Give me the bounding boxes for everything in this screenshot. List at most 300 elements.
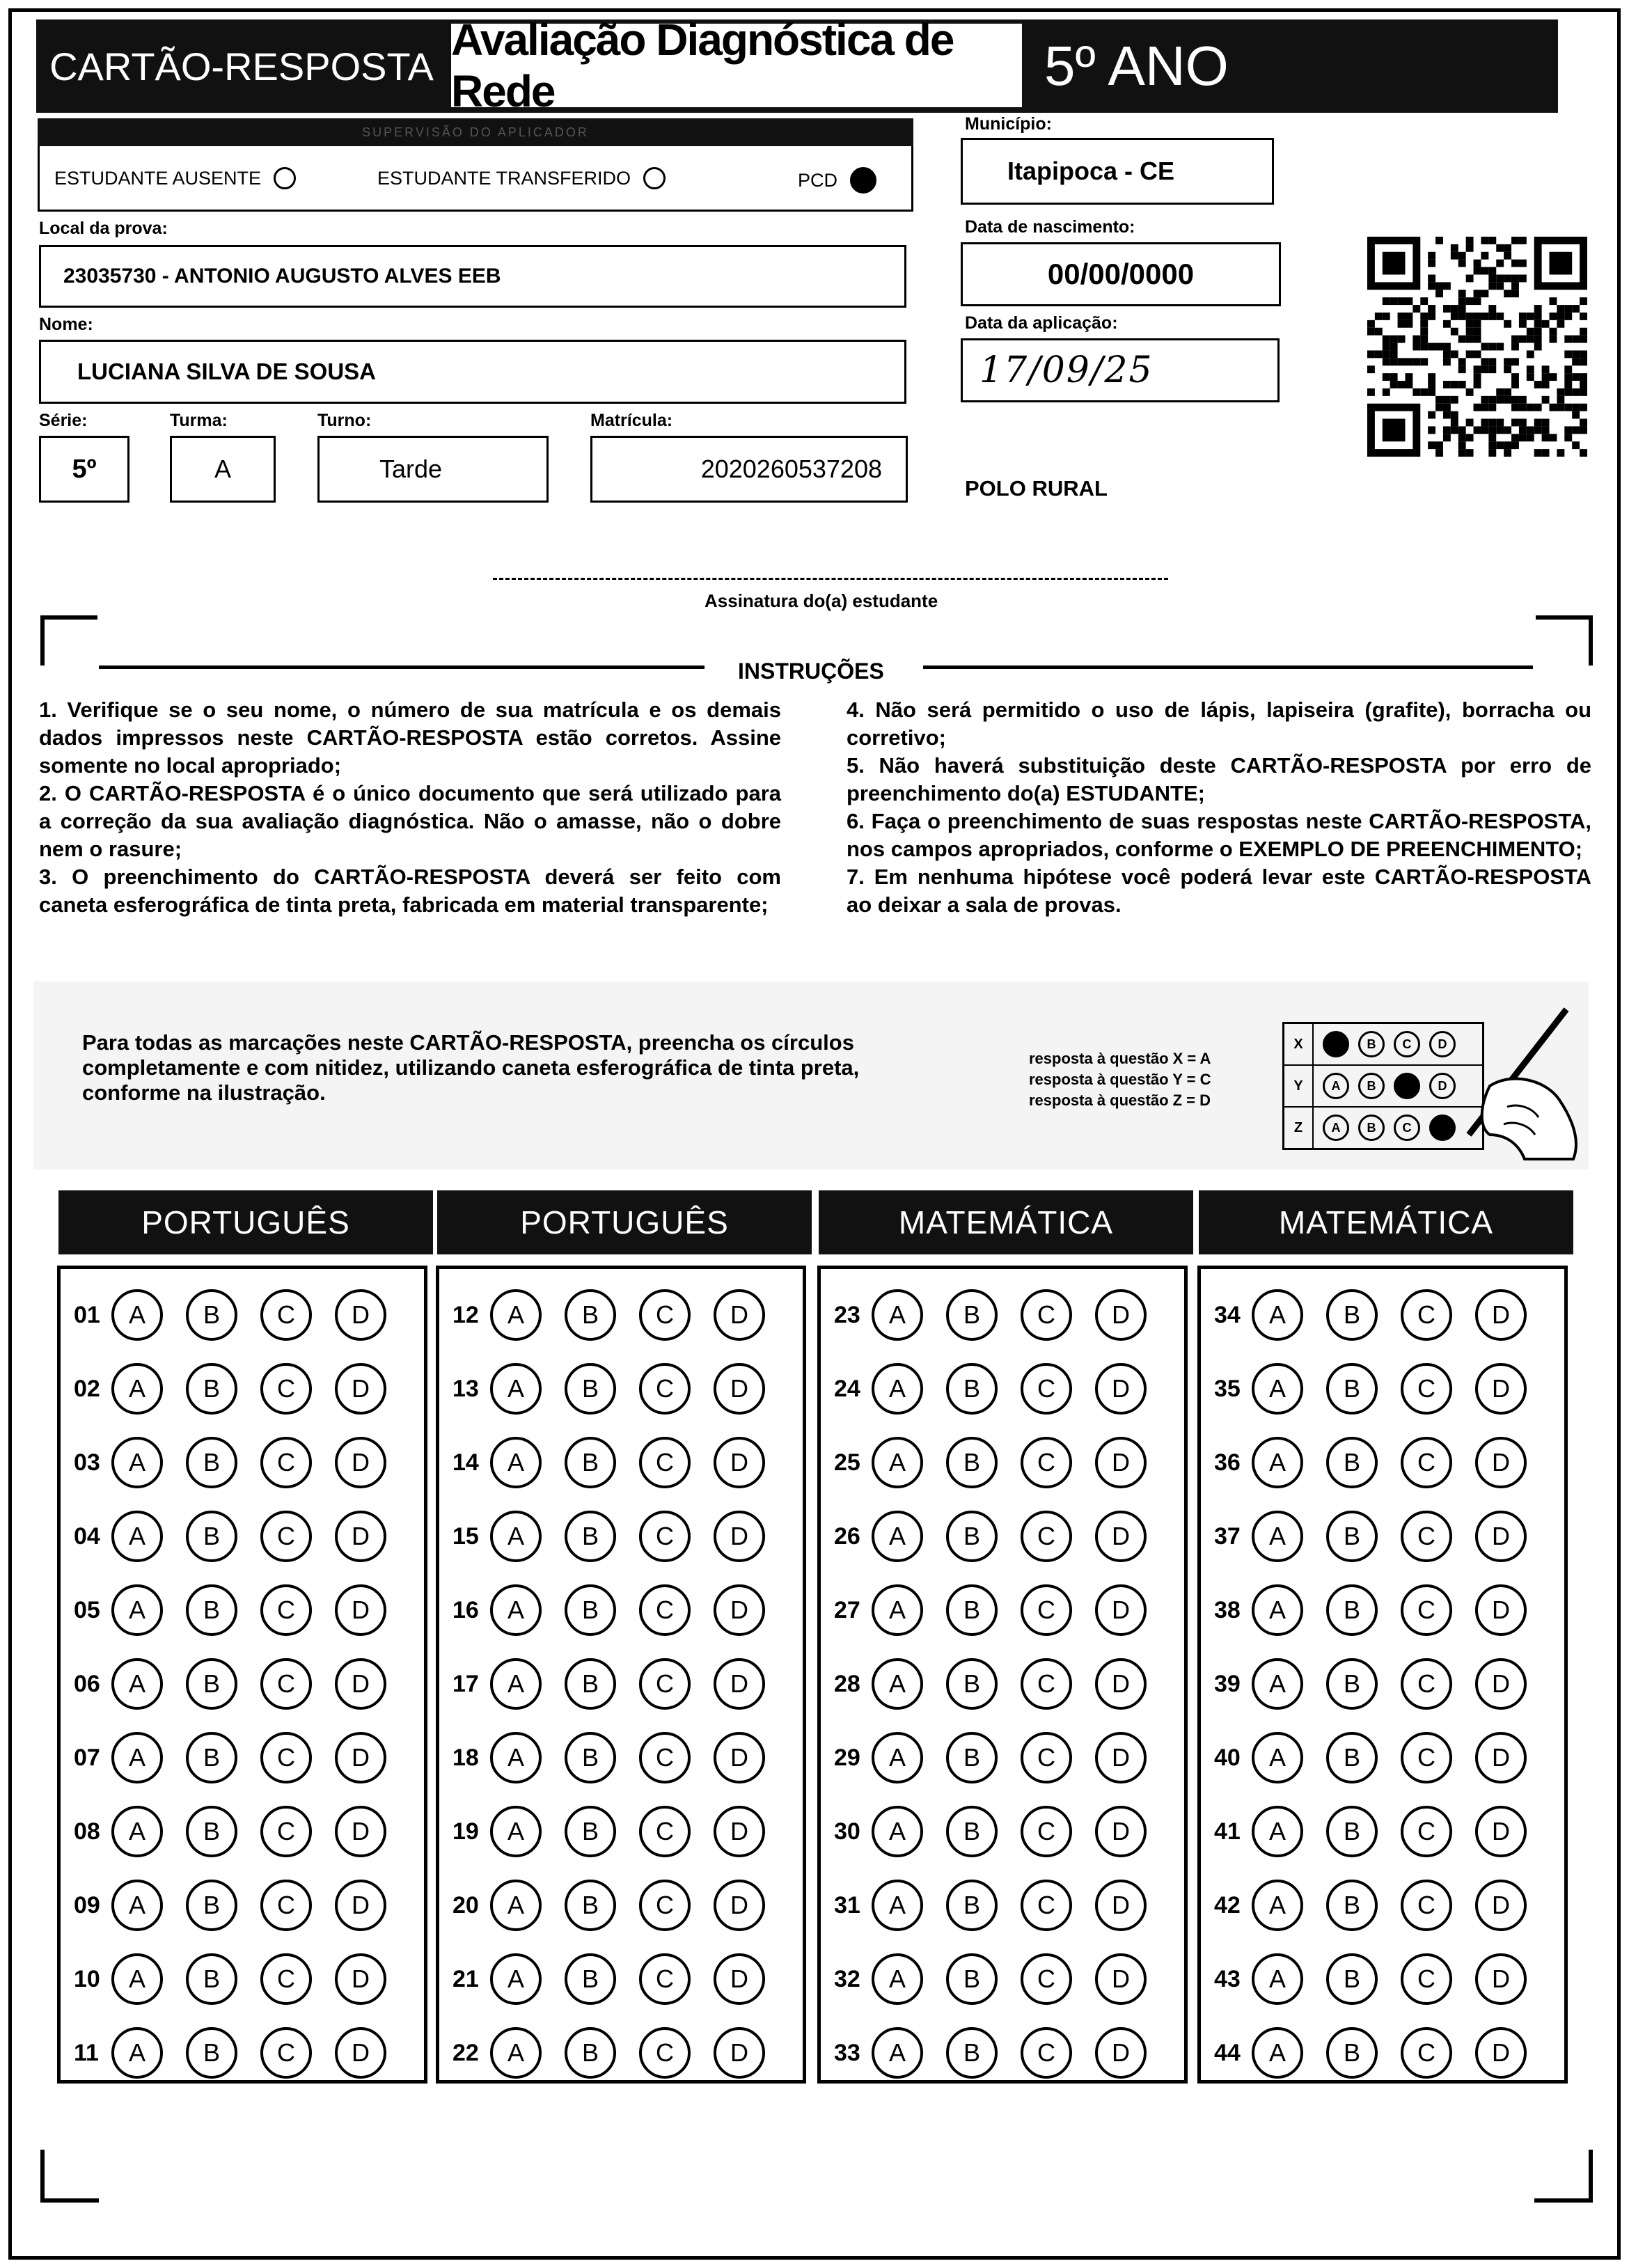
answer-bubble-d[interactable]: D [1475, 1363, 1527, 1415]
question-number: 21 [452, 1965, 479, 1992]
instructions-rule-left [99, 666, 705, 669]
question-row [452, 1806, 788, 1857]
answer-bubble-a[interactable]: A [1252, 1806, 1303, 1857]
section-header-3: MATEMÁTICA [819, 1190, 1193, 1254]
answer-bubble-a[interactable]: A [111, 2027, 163, 2079]
answer-bubble-c[interactable]: C [260, 1289, 312, 1341]
question-number: 23 [834, 1301, 860, 1328]
answer-bubble-a[interactable]: A [490, 1363, 542, 1415]
question-number: 32 [834, 1965, 860, 1992]
answer-bubble-c[interactable]: C [639, 1584, 691, 1636]
signature-label: Assinatura do(a) estudante [705, 590, 938, 611]
answer-bubble-d[interactable]: D [714, 1953, 765, 2005]
absent-option[interactable] [54, 167, 296, 189]
answer-bubble-c[interactable]: C [1401, 1584, 1452, 1636]
transferred-option[interactable] [377, 167, 666, 189]
question-row [1214, 1732, 1550, 1783]
answer-bubble-d[interactable]: D [1475, 1511, 1527, 1562]
answer-bubble-a[interactable]: A [872, 2027, 923, 2079]
answer-bubble-d[interactable]: D [1475, 1584, 1527, 1636]
example-question-label: Y [1284, 1066, 1314, 1106]
instruction-1: 1. Verifique se o seu nome, o número de sua matrícula e os demais dados impressos neste CARTÃO-RESPOSTA estão corretos. Assine somente no local apropriado; [39, 698, 781, 778]
answer-bubble-d[interactable]: D [335, 1953, 386, 2005]
question-row [452, 1658, 788, 1710]
answer-bubble-c[interactable]: C [1021, 1584, 1072, 1636]
answer-bubble-b[interactable]: B [1326, 1658, 1378, 1710]
answer-bubble-a[interactable]: A [490, 1806, 542, 1857]
answer-bubble-b[interactable]: B [565, 1289, 616, 1341]
answer-bubble-a[interactable]: A [1252, 1511, 1303, 1562]
answer-bubble-c[interactable]: C [260, 1953, 312, 2005]
answer-bubble-b[interactable]: B [1326, 1806, 1378, 1857]
question-row [834, 1289, 1170, 1341]
municipio-field [961, 138, 1274, 205]
answer-bubble-a[interactable]: A [1252, 1363, 1303, 1415]
answer-bubble-d[interactable]: D [335, 1880, 386, 1931]
answer-bubble-a[interactable]: A [490, 1880, 542, 1931]
question-number: 41 [1214, 1818, 1241, 1845]
answer-bubble-a[interactable]: A [490, 1511, 542, 1562]
question-number: 37 [1214, 1522, 1241, 1550]
answer-bubble-a[interactable]: A [1252, 1953, 1303, 2005]
example-bubble-b: B [1358, 1031, 1385, 1057]
question-row [74, 1732, 409, 1783]
turma-label: Turma: [170, 411, 228, 430]
question-number: 24 [834, 1375, 860, 1402]
answer-bubble-a[interactable]: A [111, 1806, 163, 1857]
answer-bubble-c[interactable]: C [260, 1658, 312, 1710]
answer-bubble-c[interactable]: C [639, 1806, 691, 1857]
section-header-2: PORTUGUÊS [437, 1190, 812, 1254]
answer-bubble-c[interactable]: C [1401, 1732, 1452, 1783]
answer-bubble-a[interactable]: A [1252, 1437, 1303, 1488]
answer-bubble-b[interactable]: B [186, 2027, 237, 2079]
pcd-label: PCD [798, 169, 838, 191]
question-number: 02 [74, 1375, 100, 1402]
question-number: 12 [452, 1301, 479, 1328]
qr-code [1367, 237, 1587, 457]
answer-bubble-c[interactable]: C [260, 1584, 312, 1636]
question-row [1214, 1658, 1550, 1710]
question-number: 40 [1214, 1744, 1241, 1771]
corner-mark-bl-h [40, 2198, 99, 2203]
question-number: 14 [452, 1449, 479, 1476]
question-row [452, 1511, 788, 1562]
question-number: 26 [834, 1522, 860, 1550]
question-row [74, 1953, 409, 2005]
turno-label: Turno: [317, 411, 372, 430]
example-bubble-a: A [1323, 1115, 1349, 1141]
answer-bubble-c[interactable]: C [1021, 1806, 1072, 1857]
question-row [452, 1584, 788, 1636]
answer-bubble-b[interactable]: B [1326, 1880, 1378, 1931]
answer-bubble-b[interactable]: B [186, 1953, 237, 2005]
answer-bubble-b[interactable]: B [946, 1732, 998, 1783]
answer-bubble-a[interactable]: A [1252, 1289, 1303, 1341]
question-number: 43 [1214, 1965, 1241, 1992]
answer-bubble-b[interactable]: B [946, 1289, 998, 1341]
question-number: 27 [834, 1596, 860, 1623]
answer-bubble-d[interactable]: D [714, 1363, 765, 1415]
answer-bubble-b[interactable]: B [1326, 1511, 1378, 1562]
answer-bubble-d[interactable]: D [335, 1363, 386, 1415]
answer-bubble-c[interactable]: C [639, 1437, 691, 1488]
answer-bubble-d[interactable]: D [335, 1289, 386, 1341]
section-header-4: MATEMÁTICA [1199, 1190, 1573, 1254]
answer-bubble-b[interactable]: B [1326, 1437, 1378, 1488]
answer-bubble-d[interactable]: D [1095, 1584, 1147, 1636]
answer-bubble-c[interactable]: C [639, 1658, 691, 1710]
answer-bubble-a[interactable]: A [490, 1584, 542, 1636]
question-number: 30 [834, 1818, 860, 1845]
corner-mark-bl-v [40, 2150, 45, 2203]
answer-bubble-a[interactable]: A [490, 1953, 542, 2005]
question-row [74, 1363, 409, 1415]
header-title-middle: Avaliação Diagnóstica de Rede [451, 24, 1022, 107]
answer-bubble-c[interactable]: C [639, 1363, 691, 1415]
question-number: 36 [1214, 1449, 1241, 1476]
answer-bubble-a[interactable]: A [111, 1732, 163, 1783]
answer-bubble-c[interactable]: C [1401, 1658, 1452, 1710]
answer-bubble-b[interactable]: B [565, 1437, 616, 1488]
answer-bubble-d[interactable]: D [1095, 1437, 1147, 1488]
municipio-label: Município: [965, 114, 1052, 134]
answer-bubble-c[interactable]: C [260, 1732, 312, 1783]
answer-bubble-d[interactable]: D [1095, 1289, 1147, 1341]
answer-bubble-c[interactable]: C [1401, 1363, 1452, 1415]
header-title-left: CARTÃO-RESPOSTA [49, 44, 434, 88]
aplicacao-label: Data da aplicação: [965, 313, 1118, 333]
legend-line-y: resposta à questão Y = C [1029, 1071, 1211, 1088]
question-row [452, 1289, 788, 1341]
answer-bubble-d[interactable]: D [335, 2027, 386, 2079]
answer-bubble-d[interactable]: D [1475, 1658, 1527, 1710]
answer-bubble-b[interactable]: B [186, 1511, 237, 1562]
answer-bubble-d[interactable]: D [714, 1806, 765, 1857]
answer-bubble-c[interactable]: C [260, 1437, 312, 1488]
answer-bubble-d[interactable]: D [1475, 2027, 1527, 2079]
answer-bubble-d[interactable]: D [714, 1511, 765, 1562]
answer-bubble-b[interactable]: B [946, 1437, 998, 1488]
answer-bubble-c[interactable]: C [1401, 1437, 1452, 1488]
answer-bubble-a[interactable]: A [1252, 2027, 1303, 2079]
answer-bubble-b[interactable]: B [565, 1953, 616, 2005]
answer-bubble-a[interactable]: A [872, 1658, 923, 1710]
answer-bubble-a[interactable]: A [872, 1289, 923, 1341]
question-number: 06 [74, 1670, 100, 1697]
answer-bubble-b[interactable]: B [186, 1806, 237, 1857]
answer-bubble-b[interactable]: B [946, 1511, 998, 1562]
answer-bubble-d[interactable]: D [1475, 1289, 1527, 1341]
name-label: Nome: [39, 315, 93, 334]
answer-bubble-c[interactable]: C [1021, 2027, 1072, 2079]
answer-bubble-c[interactable]: C [1021, 1363, 1072, 1415]
answer-bubble-b[interactable]: B [186, 1658, 237, 1710]
answer-bubble-b[interactable]: B [1326, 1732, 1378, 1783]
answer-bubble-a[interactable]: A [872, 1584, 923, 1636]
answer-bubble-a[interactable]: A [490, 2027, 542, 2079]
answer-bubble-d[interactable]: D [1095, 1732, 1147, 1783]
answer-bubble-c[interactable]: C [1401, 1511, 1452, 1562]
answer-bubble-d[interactable]: D [1475, 1732, 1527, 1783]
answer-bubble-c[interactable]: C [1401, 1880, 1452, 1931]
instruction-3: 3. O preenchimento do CARTÃO-RESPOSTA deverá ser feito com caneta esferográfica de tinta preta, fabricada em material transparente; [39, 865, 781, 917]
answer-bubble-b[interactable]: B [1326, 1953, 1378, 2005]
answer-bubble-b[interactable]: B [565, 1658, 616, 1710]
answer-bubble-b[interactable]: B [946, 1880, 998, 1931]
answer-bubble-c[interactable]: C [260, 1363, 312, 1415]
serie-label: Série: [39, 411, 88, 430]
answer-bubble-a[interactable]: A [872, 1511, 923, 1562]
absent-radio[interactable] [274, 167, 296, 189]
answer-bubble-c[interactable]: C [1401, 1289, 1452, 1341]
answer-bubble-a[interactable]: A [1252, 1732, 1303, 1783]
answer-bubble-c[interactable]: C [1021, 1880, 1072, 1931]
answer-bubble-c[interactable]: C [639, 1880, 691, 1931]
answer-bubble-d[interactable]: D [335, 1806, 386, 1857]
local-label: Local da prova: [39, 219, 168, 238]
answer-bubble-d[interactable]: D [1095, 1363, 1147, 1415]
answer-bubble-c[interactable]: C [1021, 1658, 1072, 1710]
aplicacao-field [961, 338, 1280, 402]
answer-bubble-c[interactable]: C [1021, 1953, 1072, 2005]
answer-bubble-b[interactable]: B [946, 1584, 998, 1636]
answer-bubble-d[interactable]: D [1095, 2027, 1147, 2079]
answer-bubble-d[interactable]: D [1475, 1953, 1527, 2005]
answer-bubble-d[interactable]: D [1475, 1880, 1527, 1931]
answer-bubble-b[interactable]: B [565, 1584, 616, 1636]
answer-bubble-b[interactable]: B [565, 1806, 616, 1857]
answer-bubble-b[interactable]: B [565, 1732, 616, 1783]
question-row [834, 1363, 1170, 1415]
answer-bubble-d[interactable]: D [335, 1584, 386, 1636]
legend-line-x: resposta à questão X = A [1029, 1050, 1211, 1067]
answer-bubble-d[interactable]: D [1095, 1880, 1147, 1931]
question-row [452, 1732, 788, 1783]
answer-bubble-c[interactable]: C [639, 1289, 691, 1341]
name-field [39, 340, 906, 404]
answer-bubble-b[interactable]: B [946, 1658, 998, 1710]
corner-mark-tl-v [40, 615, 45, 666]
answer-bubble-a[interactable]: A [1252, 1584, 1303, 1636]
matricula-value: 2020260537208 [700, 455, 882, 483]
answer-bubble-b[interactable]: B [186, 1584, 237, 1636]
question-number: 28 [834, 1670, 860, 1697]
answer-bubble-d[interactable]: D [714, 1437, 765, 1488]
pcd-option[interactable] [798, 167, 876, 194]
answer-bubble-a[interactable]: A [111, 1953, 163, 2005]
example-bubble-c: C [1394, 1115, 1420, 1141]
answer-bubble-c[interactable]: C [1401, 1806, 1452, 1857]
answer-bubble-c[interactable]: C [260, 1511, 312, 1562]
example-bubble-c [1394, 1073, 1420, 1099]
answer-bubble-d[interactable]: D [335, 1732, 386, 1783]
answer-bubble-b[interactable]: B [186, 1880, 237, 1931]
answer-bubble-a[interactable]: A [111, 1363, 163, 1415]
legend-line-z: resposta à questão Z = D [1029, 1092, 1211, 1109]
answer-bubble-b[interactable]: B [946, 1953, 998, 2005]
instructions-left-column [39, 696, 781, 919]
answer-bubble-c[interactable]: C [260, 1880, 312, 1931]
instruction-7: 7. Em nenhuma hipótese você poderá levar este CARTÃO-RESPOSTA ao deixar a sala de provas. [847, 865, 1591, 917]
answer-bubble-c[interactable]: C [1021, 1732, 1072, 1783]
answer-bubble-b[interactable]: B [565, 1363, 616, 1415]
question-row [1214, 1437, 1550, 1488]
answer-bubble-d[interactable]: D [335, 1511, 386, 1562]
turno-field [317, 436, 549, 503]
answer-bubble-d[interactable]: D [1095, 1658, 1147, 1710]
answer-bubble-b[interactable]: B [946, 1363, 998, 1415]
question-number: 16 [452, 1596, 479, 1623]
example-bubble-a [1323, 1031, 1349, 1057]
answer-bubble-b[interactable]: B [1326, 1363, 1378, 1415]
answer-bubble-a[interactable]: A [872, 1880, 923, 1931]
example-bubble-d: D [1429, 1073, 1456, 1099]
answer-bubble-a[interactable]: A [111, 1289, 163, 1341]
answer-bubble-b[interactable]: B [186, 1437, 237, 1488]
question-row [1214, 2027, 1550, 2079]
corner-mark-tr-h [1536, 615, 1593, 620]
answer-bubble-a[interactable]: A [872, 1363, 923, 1415]
question-row [834, 1953, 1170, 2005]
answer-bubble-a[interactable]: A [872, 1953, 923, 2005]
question-number: 31 [834, 1891, 860, 1919]
answer-bubble-c[interactable]: C [1401, 1953, 1452, 2005]
question-number: 38 [1214, 1596, 1241, 1623]
answer-bubble-c[interactable]: C [260, 1806, 312, 1857]
answer-bubble-c[interactable]: C [1401, 2027, 1452, 2079]
question-row [1214, 1806, 1550, 1857]
answer-bubble-b[interactable]: B [946, 2027, 998, 2079]
status-bar: SUPERVISÃO DO APLICADOR [38, 118, 913, 146]
answer-bubble-a[interactable]: A [111, 1880, 163, 1931]
pcd-radio[interactable] [850, 167, 876, 194]
answer-bubble-b[interactable]: B [1326, 1289, 1378, 1341]
answer-bubble-a[interactable]: A [872, 1732, 923, 1783]
hand-pen-illustration [1441, 1002, 1587, 1163]
question-number: 17 [452, 1670, 479, 1697]
question-number: 08 [74, 1818, 100, 1845]
answer-bubble-d[interactable]: D [714, 2027, 765, 2079]
corner-mark-tl-h [40, 615, 97, 620]
example-bubble-a: A [1323, 1073, 1349, 1099]
example-bubble-b: B [1358, 1073, 1385, 1099]
answer-bubble-c[interactable]: C [639, 1732, 691, 1783]
header-grade: 5º ANO [1044, 35, 1229, 97]
answer-bubble-c[interactable]: C [639, 2027, 691, 2079]
answer-bubble-d[interactable]: D [714, 1732, 765, 1783]
answer-bubble-d[interactable]: D [1095, 1953, 1147, 2005]
question-row [834, 1806, 1170, 1857]
question-number: 20 [452, 1891, 479, 1919]
answer-bubble-d[interactable]: D [1475, 1806, 1527, 1857]
answer-bubble-c[interactable]: C [1021, 1511, 1072, 1562]
transferred-label: ESTUDANTE TRANSFERIDO [377, 167, 631, 189]
answer-bubble-d[interactable]: D [335, 1437, 386, 1488]
nascimento-value: 00/00/0000 [1047, 258, 1195, 290]
answer-bubble-b[interactable]: B [1326, 1584, 1378, 1636]
answer-bubble-a[interactable]: A [1252, 1658, 1303, 1710]
answer-bubble-b[interactable]: B [1326, 2027, 1378, 2079]
absent-label: ESTUDANTE AUSENTE [54, 167, 262, 189]
instruction-4: 4. Não será permitido o uso de lápis, lapiseira (grafite), borracha ou corretivo; [847, 698, 1591, 750]
answer-bubble-b[interactable]: B [946, 1806, 998, 1857]
answer-bubble-b[interactable]: B [565, 1880, 616, 1931]
question-number: 05 [74, 1596, 100, 1623]
answer-bubble-a[interactable]: A [1252, 1880, 1303, 1931]
question-number: 04 [74, 1522, 100, 1550]
question-number: 07 [74, 1744, 100, 1771]
question-row [452, 1437, 788, 1488]
question-number: 15 [452, 1522, 479, 1550]
answer-bubble-a[interactable]: A [872, 1437, 923, 1488]
answer-bubble-d[interactable]: D [1095, 1511, 1147, 1562]
answer-bubble-b[interactable]: B [565, 2027, 616, 2079]
answer-bubble-a[interactable]: A [490, 1658, 542, 1710]
answer-bubble-a[interactable]: A [111, 1584, 163, 1636]
answer-bubble-d[interactable]: D [714, 1584, 765, 1636]
question-number: 29 [834, 1744, 860, 1771]
answer-bubble-a[interactable]: A [872, 1806, 923, 1857]
turno-value: Tarde [379, 455, 443, 483]
matricula-field [590, 436, 908, 503]
answer-bubble-c[interactable]: C [639, 1511, 691, 1562]
question-number: 19 [452, 1818, 479, 1845]
answer-bubble-d[interactable]: D [335, 1658, 386, 1710]
answer-bubble-a[interactable]: A [490, 1732, 542, 1783]
answer-bubble-b[interactable]: B [186, 1289, 237, 1341]
answer-bubble-c[interactable]: C [1021, 1289, 1072, 1341]
aplicacao-value: 17/09/25 [979, 349, 1154, 391]
fill-example-legend [1029, 1048, 1211, 1111]
question-row [834, 1732, 1170, 1783]
answer-bubble-b[interactable]: B [186, 1732, 237, 1783]
answer-bubble-d[interactable]: D [714, 1658, 765, 1710]
question-row [452, 1953, 788, 2005]
name-value: LUCIANA SILVA DE SOUSA [77, 359, 377, 384]
answer-bubble-a[interactable]: A [111, 1437, 163, 1488]
question-row [452, 2027, 788, 2079]
question-row [834, 1437, 1170, 1488]
section-header-1: PORTUGUÊS [58, 1190, 433, 1254]
local-field [39, 245, 906, 308]
example-question-label: X [1284, 1024, 1314, 1064]
answer-bubble-a[interactable]: A [490, 1437, 542, 1488]
answer-bubble-d[interactable]: D [714, 1289, 765, 1341]
instruction-2: 2. O CARTÃO-RESPOSTA é o único documento que será utilizado para a correção da sua avaliação diagnóstica. Não o amasse, não o dobre nem o rasure; [39, 781, 781, 861]
answer-bubble-d[interactable]: D [1095, 1806, 1147, 1857]
serie-field [39, 436, 129, 503]
answer-bubble-b[interactable]: B [565, 1511, 616, 1562]
question-number: 33 [834, 2039, 860, 2066]
serie-value: 5º [72, 454, 97, 484]
answer-bubble-a[interactable]: A [490, 1289, 542, 1341]
answer-bubble-d[interactable]: D [714, 1880, 765, 1931]
question-number: 03 [74, 1449, 100, 1476]
answer-bubble-d[interactable]: D [1475, 1437, 1527, 1488]
transferred-radio[interactable] [643, 167, 666, 189]
answer-bubble-c[interactable]: C [1021, 1437, 1072, 1488]
question-row [834, 1511, 1170, 1562]
question-number: 25 [834, 1449, 860, 1476]
answer-bubble-a[interactable]: A [111, 1658, 163, 1710]
instructions-title: INSTRUÇÕES [738, 659, 884, 684]
answer-bubble-c[interactable]: C [260, 2027, 312, 2079]
answer-bubble-b[interactable]: B [186, 1363, 237, 1415]
answer-bubble-a[interactable]: A [111, 1511, 163, 1562]
question-number: 22 [452, 2039, 479, 2066]
answer-bubble-c[interactable]: C [639, 1953, 691, 2005]
